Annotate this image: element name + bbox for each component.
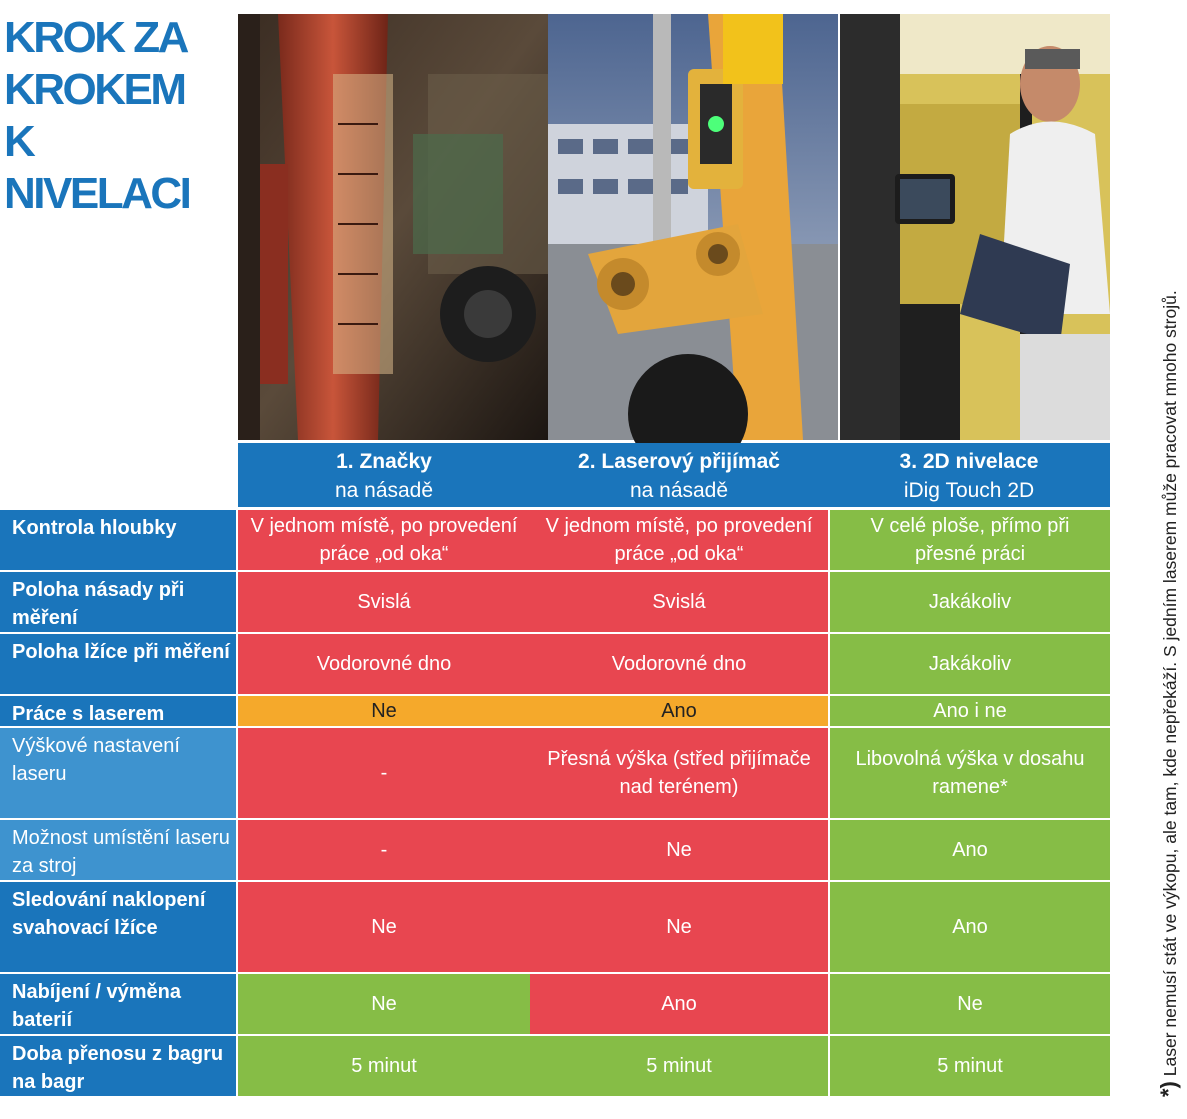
operator-in-cab-with-tablet-photo — [840, 14, 1110, 440]
table-cell: 5 minut — [830, 1036, 1110, 1096]
row-label: Doba přenosu z bagru na bagr — [0, 1036, 236, 1096]
title-line: NIVELACI — [4, 169, 190, 218]
column-subtitle: na násadě — [629, 479, 729, 502]
table-cell: Svislá — [238, 572, 530, 632]
footnote — [1118, 112, 1181, 1097]
column-title: 1. Značky — [336, 450, 432, 473]
table-cell: 5 minut — [238, 1036, 530, 1096]
table-cell: Ne — [238, 696, 530, 726]
table-row — [0, 572, 1110, 632]
footnote-star: *) — [1156, 1081, 1181, 1097]
row-label: Možnost umístění laseru za stroj — [0, 820, 236, 880]
table-cell: Ne — [830, 974, 1110, 1034]
table-cell: Ne — [238, 974, 530, 1034]
table-cell: - — [238, 820, 530, 880]
column-subtitle: na násadě — [334, 479, 434, 502]
table-row — [0, 728, 1110, 818]
table-cell: Ano — [530, 696, 828, 726]
row-label: Práce s laserem — [0, 696, 236, 726]
table-cell: Vodorovné dno — [238, 634, 530, 694]
table-cell: V jednom místě, po provedení práce „od oka“ — [238, 510, 530, 570]
title-line: K — [4, 117, 34, 166]
table-cell: Ne — [238, 882, 530, 972]
table-cell: Libovolná výška v dosahu ramene* — [830, 728, 1110, 818]
footnote-text: Laser nemusí stát ve výkopu, ale tam, kde nepřekáží. S jedním laserem může pracovat mnoho strojů. — [1160, 290, 1180, 1077]
table-cell: Jakákoliv — [830, 634, 1110, 694]
column-header-bar — [238, 443, 1110, 507]
table-cell: Ne — [530, 882, 828, 972]
table-cell: Svislá — [530, 572, 828, 632]
table-row — [0, 696, 1110, 726]
table-cell: - — [238, 728, 530, 818]
laser-receiver-on-arm-photo — [548, 14, 838, 440]
footnote-text-block — [1152, 112, 1186, 1097]
column-header-2 — [530, 443, 828, 505]
column-subtitle: iDig Touch 2D — [903, 479, 1035, 502]
table-row — [0, 882, 1110, 972]
page-title — [4, 12, 236, 220]
table-cell: V jednom místě, po provedení práce „od oka“ — [530, 510, 828, 570]
table-cell: Ano — [830, 820, 1110, 880]
table-cell: Přesná výška (střed přijímače nad terénem) — [530, 728, 828, 818]
table-cell: V celé ploše, přímo při přesné práci — [830, 510, 1110, 570]
column-header-1 — [238, 443, 530, 505]
column-header-3 — [828, 443, 1110, 505]
table-cell: Ano i ne — [830, 696, 1110, 726]
column-title: 2. Laserový přijímač — [578, 450, 780, 473]
table-row — [0, 820, 1110, 880]
table-row — [0, 634, 1110, 694]
table-cell: Jakákoliv — [830, 572, 1110, 632]
table-cell: Ano — [530, 974, 828, 1034]
row-label: Poloha násady při měření — [0, 572, 236, 632]
row-label: Nabíjení / výměna baterií — [0, 974, 236, 1034]
table-cell: Ano — [830, 882, 1110, 972]
excavator-arm-with-marks-photo — [238, 14, 548, 440]
table-row — [0, 974, 1110, 1034]
row-label: Výškové nastavení laseru — [0, 728, 236, 818]
table-cell: 5 minut — [530, 1036, 828, 1096]
table-row — [0, 510, 1110, 570]
row-label: Sledování naklopení svahovací lžíce — [0, 882, 236, 972]
table-row — [0, 1036, 1110, 1096]
table-cell: Ne — [530, 820, 828, 880]
title-line: KROKEM — [4, 65, 185, 114]
table-cell: Vodorovné dno — [530, 634, 828, 694]
column-title: 3. 2D nivelace — [899, 450, 1039, 473]
row-label: Kontrola hloubky — [0, 510, 236, 570]
row-label: Poloha lžíce při měření — [0, 634, 236, 694]
title-line: KROK ZA — [4, 13, 187, 62]
